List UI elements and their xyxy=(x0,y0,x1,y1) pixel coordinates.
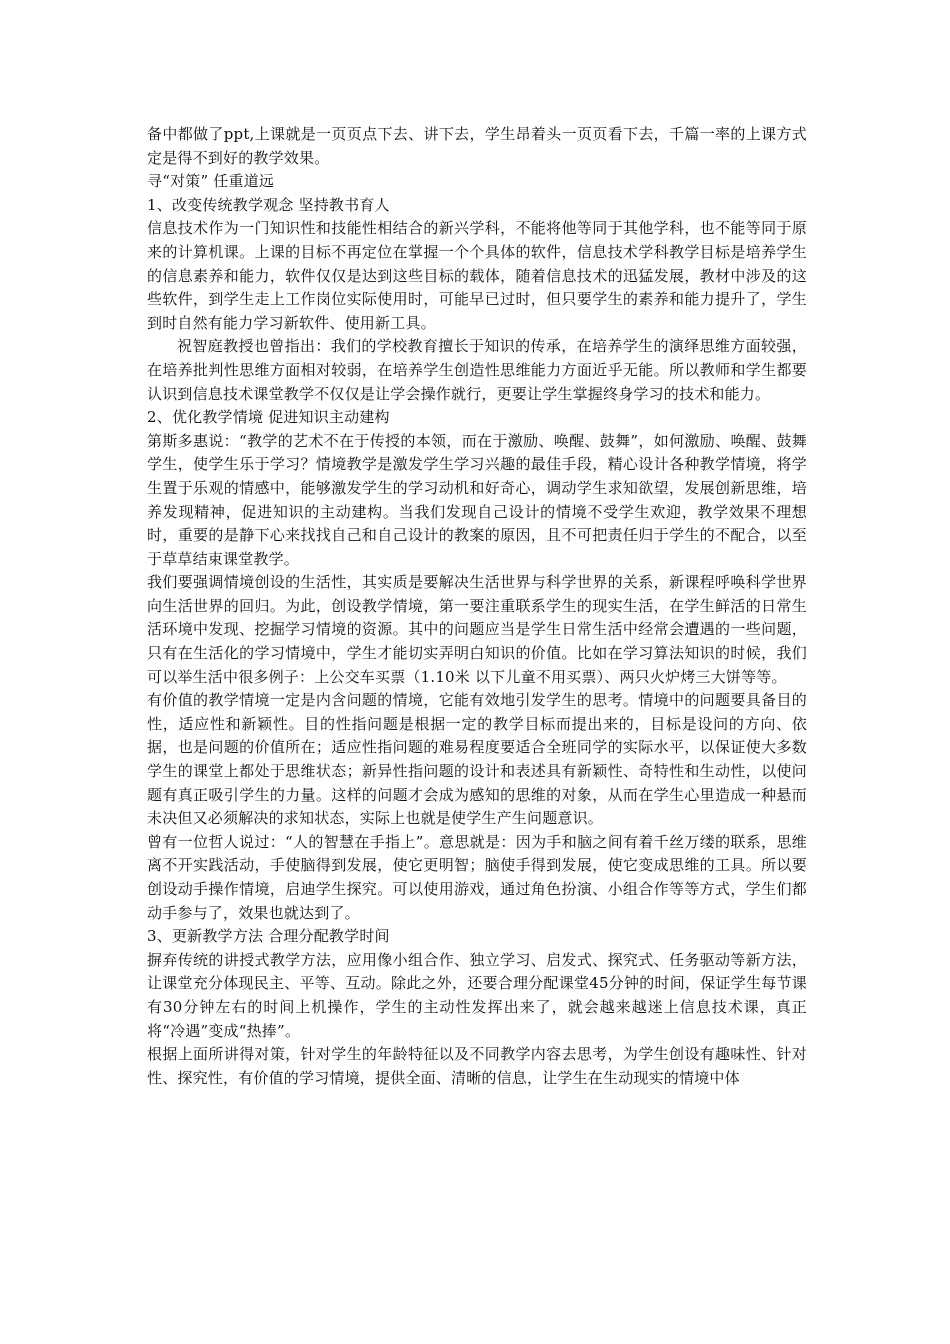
paragraph: 我们要强调情境创设的生活性，其实质是要解决生活世界与科学世界的关系，新课程呼唤科学世界向生活世界的回归。为此，创设教学情境，第一要注重联系学生的现实生活，在学生鲜活的日常生活环境中发现、挖掘学习情境的资源。其中的问题应当是学生日常生活中经常会遭遇的一些问题，只有在生活化的学习情境中，学生才能切实弄明白知识的价值。比如在学习算法知识的时候，我们可以举生活中很多例子：上公交车买票（1.10米 以下儿童不用买票）、两只火炉烤三大饼等等。 xyxy=(147,573,807,686)
paragraph: 有价值的教学情境一定是内含问题的情境，它能有效地引发学生的思考。情境中的问题要具备目的性，适应性和新颖性。目的性指问题是根据一定的教学目标而提出来的，目标是设问的方向、依据，也是问题的价值所在；适应性指问题的难易程度要适合全班同学的实际水平，以保证使大多数学生的课堂上都处于思维状态；新异性指问题的设计和表述具有新颖性、奇特性和生动性，以使问题有真正吸引学生的力量。这样的问题才会成为感知的思维的对象，从而在学生心里造成一种悬而未决但又必须解决的求知状态，实际上也就是使学生产生问题意识。 xyxy=(147,691,807,828)
paragraph-indented: 祝智庭教授也曾指出：我们的学校教育擅长于知识的传承，在培养学生的演绎思维方面较强，在培养批判性思维方面相对较弱，在培养学生创造性思维能力方面近乎无能。所以教师和学生都要认识到信息技术课堂教学不仅仅是让学会操作就行，更要让学生掌握终身学习的技术和能力。 xyxy=(147,337,807,403)
section-heading-2: 2、优化教学情境 促进知识主动建构 xyxy=(147,408,390,427)
paragraph: 根据上面所讲得对策，针对学生的年龄特征以及不同教学内容去思考，为学生创设有趣味性、针对性、探究性，有价值的学习情境，提供全面、清晰的信息，让学生在生动现实的情境中体 xyxy=(147,1045,807,1087)
paragraph-continuation: 备中都做了ppt,上课就是一页页点下去、讲下去，学生昂着头一页页看下去，千篇一率的上课方式定是得不到好的教学效果。 xyxy=(147,125,807,167)
paragraph: 信息技术作为一门知识性和技能性相结合的新兴学科，不能将他等同于其他学科，也不能等同于原来的计算机课。上课的目标不再定位在掌握一个个具体的软件，信息技术学科教学目标是培养学生的信息素养和能力，软件仅仅是达到这些目标的载体，随着信息技术的迅猛发展，教材中涉及的这些软件，到学生走上工作岗位实际使用时，可能早已过时，但只要学生的素养和能力提升了，学生到时自然有能力学习新软件、使用新工具。 xyxy=(147,219,807,332)
section-heading-1: 1、改变传统教学观念 坚持教书育人 xyxy=(147,195,390,214)
section-heading-strategy: 寻“对策” 任重道远 xyxy=(147,172,275,191)
section-heading-3: 3、更新教学方法 合理分配教学时间 xyxy=(147,927,390,946)
paragraph: 摒弃传统的讲授式教学方法，应用像小组合作、独立学习、启发式、探究式、任务驱动等新方法，让课堂充分体现民主、平等、互动。除此之外，还要合理分配课堂45分钟的时间，保证学生每节课有30分钟左右的时间上机操作，学生的主动性发挥出来了，就会越来越迷上信息技术课，真正将“冷遇”变成“热捧”。 xyxy=(147,950,807,1040)
paragraph: 第斯多惠说：“教学的艺术不在于传授的本领，而在于激励、唤醒、鼓舞”，如何激励、唤醒、鼓舞学生，使学生乐于学习？情境教学是激发学生学习兴趣的最佳手段，精心设计各种教学情境，将学生置于乐观的情感中，能够激发学生的学习动机和好奇心，调动学生求知欲望，发展创新思维，培养发现精神，促进知识的主动建构。当我们发现自己设计的情境不受学生欢迎，教学效果不理想时，重要的是静下心来找找自己和自己设计的教案的原因，且不可把责任归于学生的不配合，以至于草草结束课堂教学。 xyxy=(147,431,807,568)
paragraph: 曾有一位哲人说过：“人的智慧在手指上”。意思就是：因为手和脑之间有着千丝万缕的联系，思维离不开实践活动，手使脑得到发展，使它更明智；脑使手得到发展，使它变成思维的工具。所以要创设动手操作情境，启迪学生探究。可以使用游戏，通过角色扮演、小组合作等等方式，学生们都动手参与了，效果也就达到了。 xyxy=(147,832,807,922)
document-body xyxy=(147,123,807,1090)
